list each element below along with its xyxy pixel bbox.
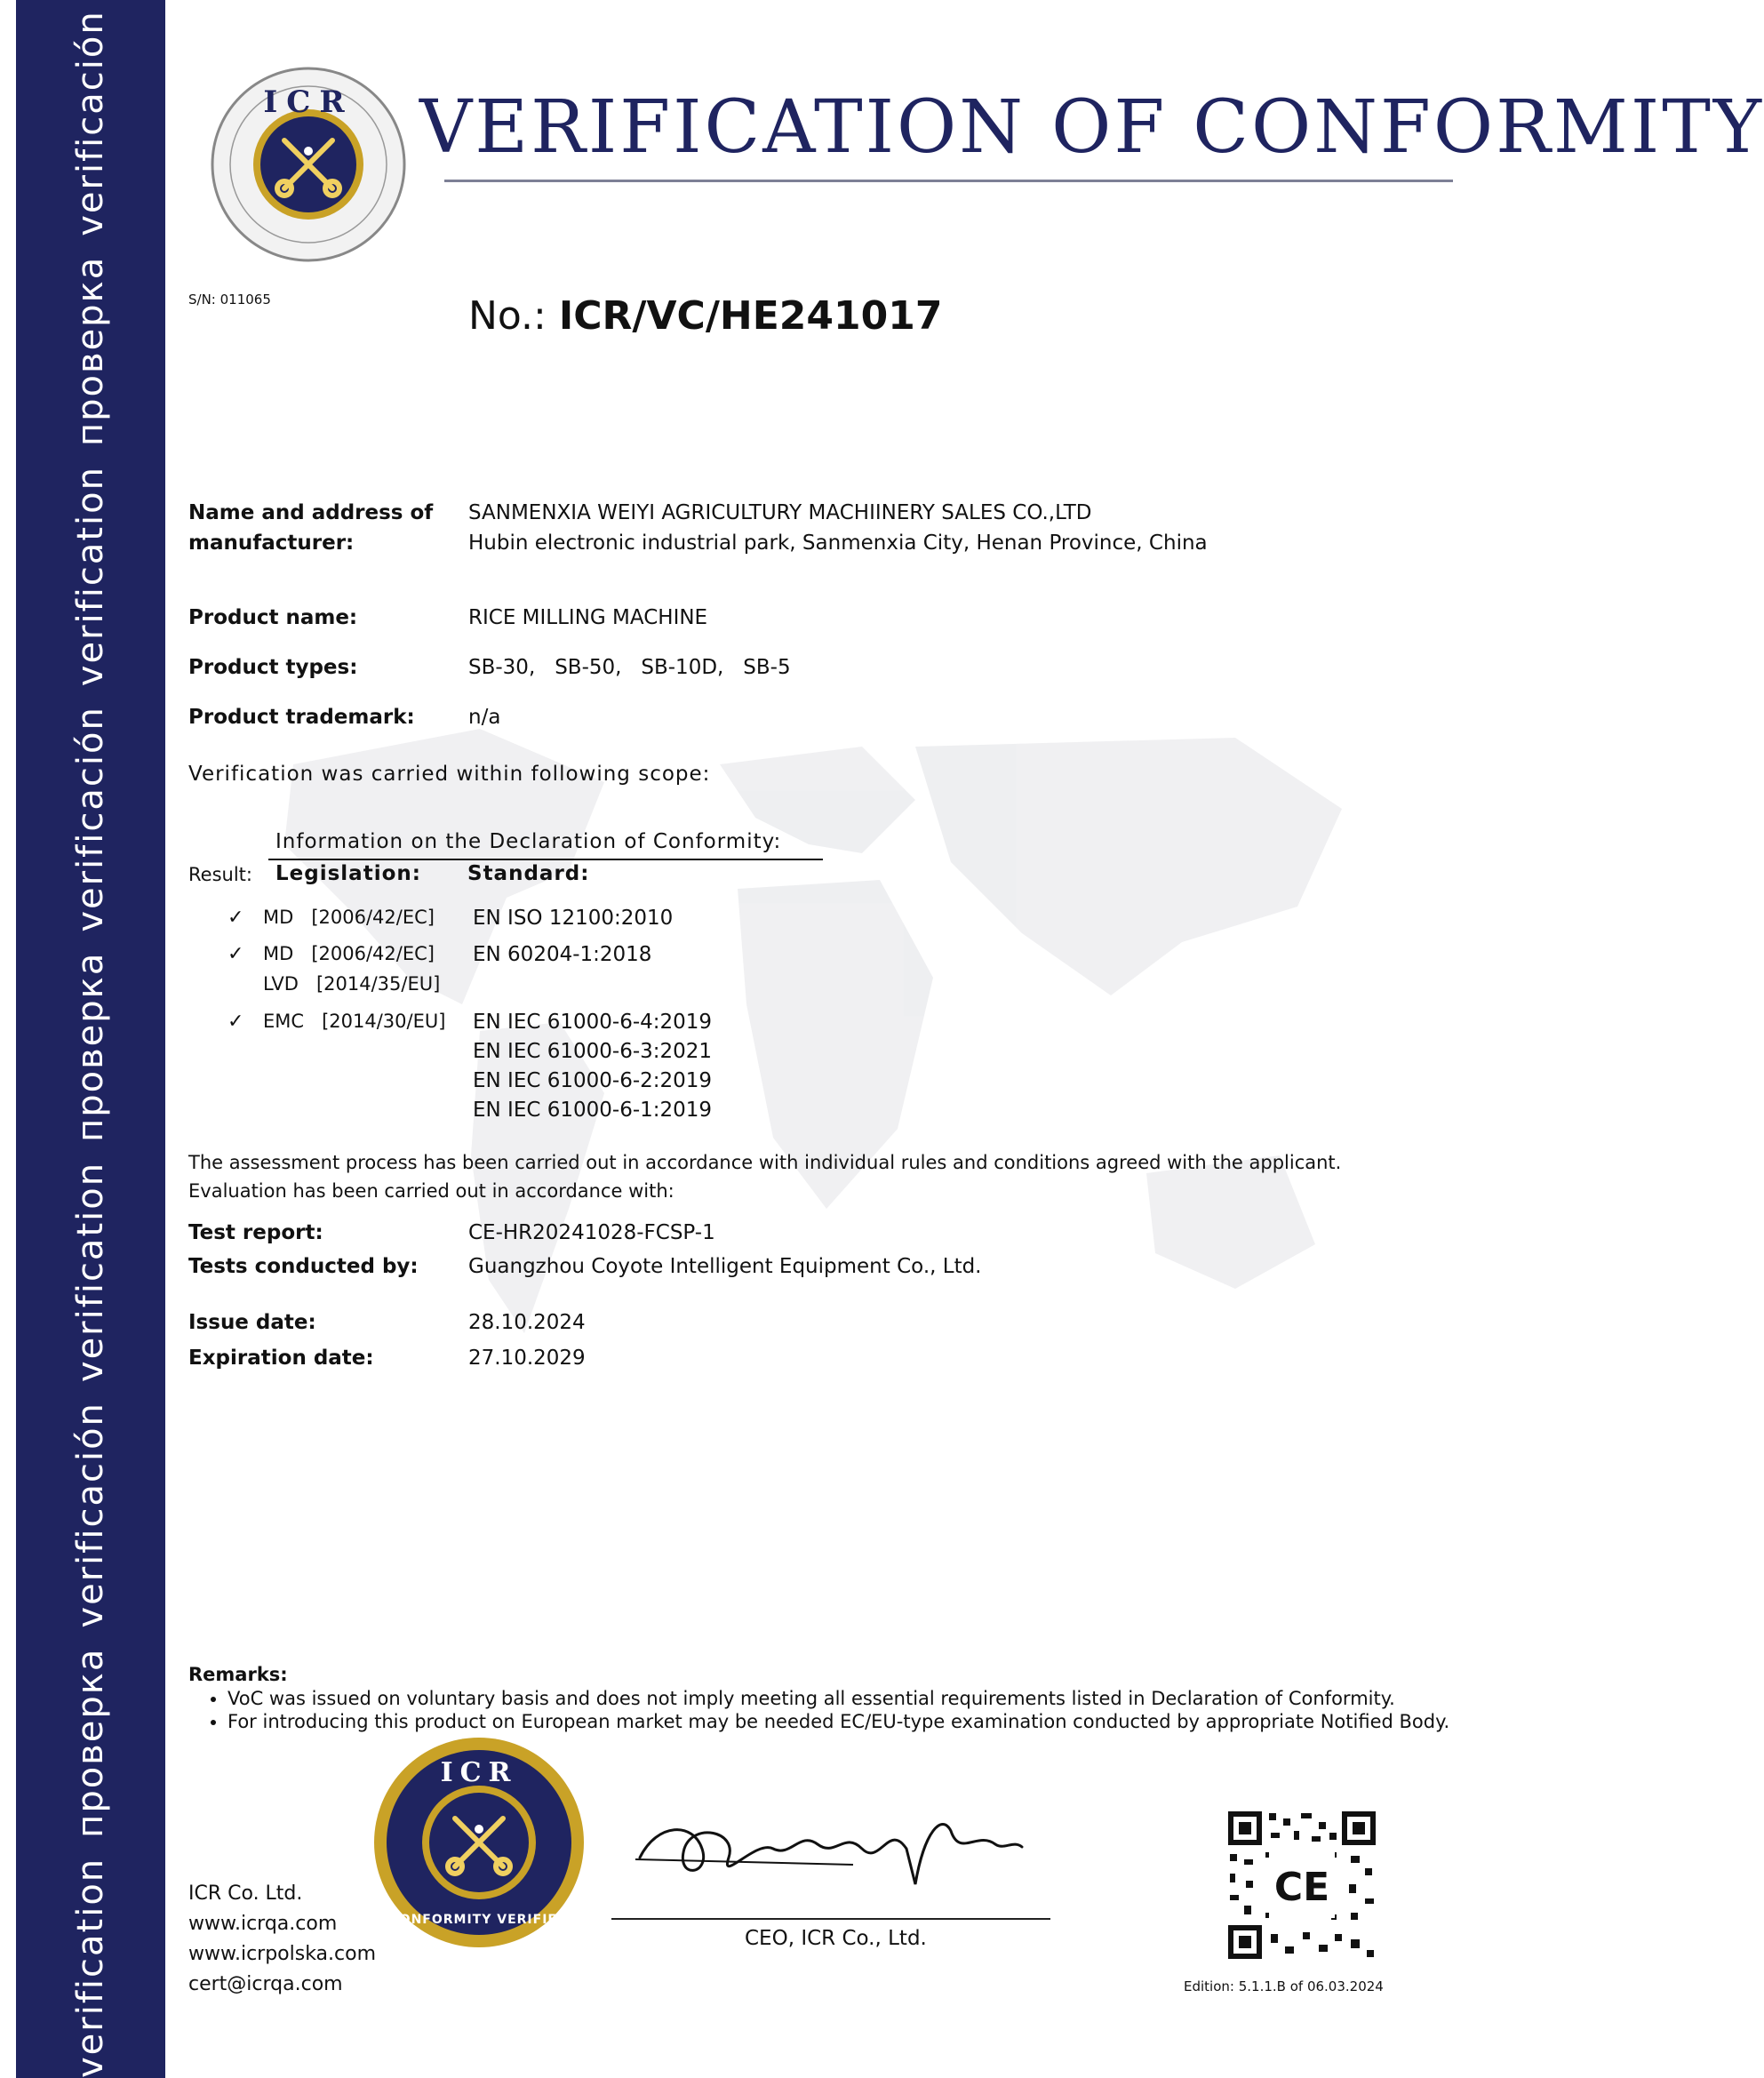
product-trademark-label: Product trademark: <box>188 706 415 729</box>
company-email: cert@icrqa.com <box>188 1973 343 1995</box>
standard-row3b: EN IEC 61000-6-3:2021 <box>473 1040 713 1063</box>
side-banner-text: verification проверка verificación verification проверка verificación verification проверка verificación <box>70 10 111 2078</box>
test-report-label: Test report: <box>188 1221 323 1244</box>
certificate-number <box>468 293 942 339</box>
seal-top-text: ICR <box>440 1757 518 1788</box>
remarks-list <box>198 1687 1449 1733</box>
standard-row3d: EN IEC 61000-6-1:2019 <box>473 1099 713 1122</box>
product-types-label: Product types: <box>188 656 358 679</box>
standard-row1: EN ISO 12100:2010 <box>473 907 674 930</box>
legislation-row1: MD [2006/42/EC] <box>263 907 435 928</box>
company-website-2: www.icrpolska.com <box>188 1943 377 1965</box>
issue-date-label: Issue date: <box>188 1311 316 1334</box>
check-icon: ✓ <box>227 1011 244 1033</box>
assessment-line1: The assessment process has been carried out in accordance with individual rules and conditions agreed with the applicant. <box>188 1152 1342 1173</box>
signature-line <box>611 1918 1050 1920</box>
ce-mark-icon: CE <box>1273 1865 1330 1910</box>
signatory-title: CEO, ICR Co., Ltd. <box>745 1927 927 1950</box>
test-report: CE-HR20241028-FCSP-1 <box>468 1221 715 1244</box>
svg-text:ICR: ICR <box>263 84 354 120</box>
edition-info: Edition: 5.1.1.B of 06.03.2024 <box>1184 1978 1384 1994</box>
title-divider <box>444 180 1453 182</box>
check-icon: ✓ <box>227 907 244 929</box>
company-contacts <box>188 1879 376 2000</box>
manufacturer-label-line2: manufacturer: <box>188 531 355 555</box>
remarks-title: Remarks: <box>188 1664 288 1685</box>
issue-date: 28.10.2024 <box>468 1311 586 1334</box>
manufacturer-address: Hubin electronic industrial park, Sanmenxia City, Henan Province, China <box>468 531 1208 555</box>
world-map-watermark <box>187 711 1413 1440</box>
qr-code <box>1226 1810 1377 1961</box>
expiration-date-label: Expiration date: <box>188 1347 374 1370</box>
number-prefix: No.: <box>468 293 547 339</box>
scope-heading: Information on the Declaration of Conformity: <box>275 830 782 853</box>
side-banner <box>16 0 165 2078</box>
serial-number: S/N: 011065 <box>188 292 271 308</box>
product-name: RICE MILLING MACHINE <box>468 606 708 629</box>
legislation-row2: MD [2006/42/EC] <box>263 943 435 964</box>
document-title: VERIFICATION OF CONFORMITY <box>419 85 1764 170</box>
conformity-seal <box>371 1735 587 1950</box>
scope-heading-rule <box>268 859 823 860</box>
tests-by-label: Tests conducted by: <box>188 1255 419 1278</box>
legislation-row2b: LVD [2014/35/EU] <box>263 973 441 995</box>
check-icon: ✓ <box>227 943 244 965</box>
tests-by: Guangzhou Coyote Intelligent Equipment Co., Ltd. <box>468 1255 982 1278</box>
legislation-row3: EMC [2014/30/EU] <box>263 1011 446 1032</box>
manufacturer-label-line1: Name and address of <box>188 501 434 524</box>
product-name-label: Product name: <box>188 606 358 629</box>
standard-header: Standard: <box>467 862 590 885</box>
company-name: ICR Co. Ltd. <box>188 1882 303 1905</box>
standard-row2: EN 60204-1:2018 <box>473 943 652 966</box>
expiration-date: 27.10.2029 <box>468 1347 586 1370</box>
seal-bottom-text: CONFORMITY VERIFIED <box>389 1913 569 1927</box>
icr-logo <box>210 66 407 263</box>
product-trademark: n/a <box>468 706 501 729</box>
standard-row3c: EN IEC 61000-6-2:2019 <box>473 1069 713 1092</box>
legislation-header: Legislation: <box>275 862 421 885</box>
manufacturer-name: SANMENXIA WEIYI AGRICULTURY MACHIINERY SALES CO.,LTD <box>468 501 1092 524</box>
assessment-line2: Evaluation has been carried out in accordance with: <box>188 1180 674 1202</box>
remark-item: • VoC was issued on voluntary basis and does not imply meeting all essential requirements listed in Declaration of Conformity. <box>227 1687 1449 1710</box>
product-types: SB-30, SB-50, SB-10D, SB-5 <box>468 656 791 679</box>
standard-row3a: EN IEC 61000-6-4:2019 <box>473 1011 713 1034</box>
company-website-1: www.icrqa.com <box>188 1913 338 1935</box>
number-value: ICR/VC/HE241017 <box>558 293 943 339</box>
result-label: Result: <box>188 864 252 885</box>
signature <box>622 1795 1031 1902</box>
remark-item: • For introducing this product on European market may be needed EC/EU-type examination conducted by appropriate Notified Body. <box>227 1710 1449 1733</box>
scope-intro: Verification was carried within following scope: <box>188 763 711 786</box>
